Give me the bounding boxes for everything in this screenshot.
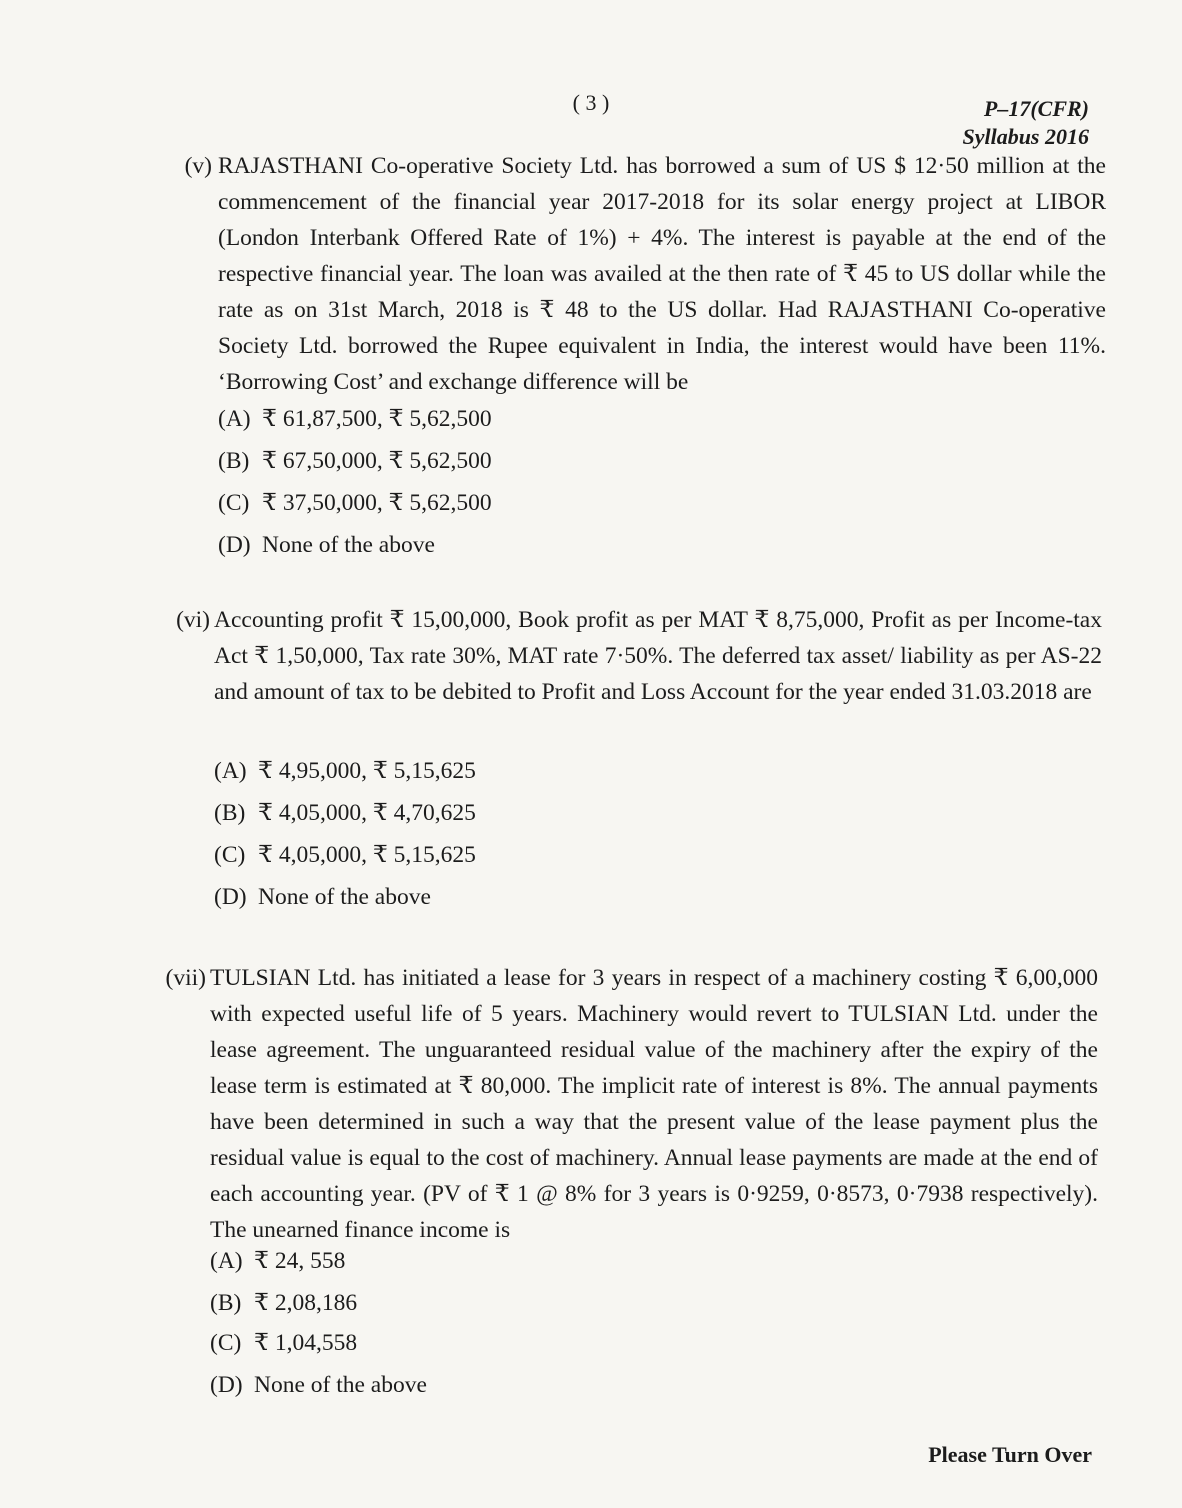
option-b [210, 1288, 357, 1318]
option-label: (A) [214, 758, 247, 784]
option-text: ₹ 1,04,558 [254, 1330, 358, 1356]
option-text: ₹ 4,95,000, ₹ 5,15,625 [258, 758, 476, 784]
option-label: (A) [210, 1248, 243, 1274]
option-c [218, 488, 492, 518]
option-c [210, 1328, 357, 1358]
option-text: ₹ 4,05,000, ₹ 5,15,625 [258, 842, 476, 868]
question-text: RAJASTHANI Co-operative Society Ltd. has borrowed a sum of US $ 12·50 million at the commencement of the financial year 2017-2018 for its solar energy project at LIBOR (London Interbank Offered Rate of 1%) + 4%. The interest is payable at the end of the respective financial year. The loan was availed at the then rate of ₹ 45 to US dollar while the rate as on 31st March, 2018 is ₹ 48 to the US dollar. Had RAJASTHANI Co-operative Society Ltd. borrowed the Rupee equivalent in India, the interest would have been 11%. ‘Borrowing Cost’ and exchange difference will be [218, 153, 1106, 395]
question-text: TULSIAN Ltd. has initiated a lease for 3 years in respect of a machinery costing ₹ 6,00,000 with expected useful life of 5 years. Machinery would revert to TULSIAN Ltd. under the lease agreement. The unguaranteed residual value of the machinery after the expiry of the lease term is estimated at ₹ 80,000. The implicit rate of interest is 8%. The annual payments have been determined in such a way that the present value of the lease payment plus the residual value is equal to the cost of machinery. Annual lease payments are made at the end of each accounting year. (PV of ₹ 1 @ 8% for 3 years is 0·9259, 0·8573, 0·7938 respectively). The unearned finance income is [210, 965, 1098, 1243]
please-turn-over: Please Turn Over [928, 1442, 1092, 1467]
option-label: (B) [210, 1290, 242, 1316]
option-text: ₹ 24, 558 [254, 1248, 346, 1274]
option-d [210, 1370, 427, 1400]
option-label: (C) [214, 842, 246, 868]
option-text: None of the above [258, 884, 431, 910]
paper-header [962, 95, 1089, 151]
option-label: (D) [210, 1372, 243, 1398]
option-c [214, 840, 476, 870]
option-b [214, 798, 476, 828]
page-number: ( 3 ) [572, 90, 610, 115]
question-number: (vii) [165, 965, 206, 991]
option-text: ₹ 37,50,000, ₹ 5,62,500 [262, 490, 492, 516]
option-b [218, 446, 492, 476]
option-a [218, 404, 492, 434]
option-label: (C) [218, 490, 250, 516]
option-text: None of the above [254, 1372, 427, 1398]
option-label: (C) [210, 1330, 242, 1356]
option-label: (B) [214, 800, 246, 826]
option-label: (B) [218, 448, 250, 474]
option-label: (D) [218, 532, 251, 558]
question-number: (v) [184, 153, 212, 179]
option-text: ₹ 67,50,000, ₹ 5,62,500 [262, 448, 492, 474]
question-number: (vi) [176, 607, 210, 633]
option-label: (D) [214, 884, 247, 910]
option-d [214, 882, 431, 912]
option-text: ₹ 2,08,186 [254, 1290, 358, 1316]
option-text: ₹ 61,87,500, ₹ 5,62,500 [262, 406, 492, 432]
paper-code: P–17(CFR) [983, 96, 1089, 121]
syllabus-label: Syllabus 2016 [962, 124, 1089, 149]
option-text: ₹ 4,05,000, ₹ 4,70,625 [258, 800, 476, 826]
option-d [218, 530, 435, 560]
option-a [214, 756, 476, 786]
option-a [210, 1246, 345, 1276]
option-text: None of the above [262, 532, 435, 558]
question-text: Accounting profit ₹ 15,00,000, Book profit as per MAT ₹ 8,75,000, Profit as per Income-tax Act ₹ 1,50,000, Tax rate 30%, MAT rate 7·50%. The deferred tax asset/ liability as per AS-22 and amount of tax to be debited to Profit and Loss Account for the year ended 31.03.2018 are [214, 607, 1102, 705]
option-label: (A) [218, 406, 251, 432]
